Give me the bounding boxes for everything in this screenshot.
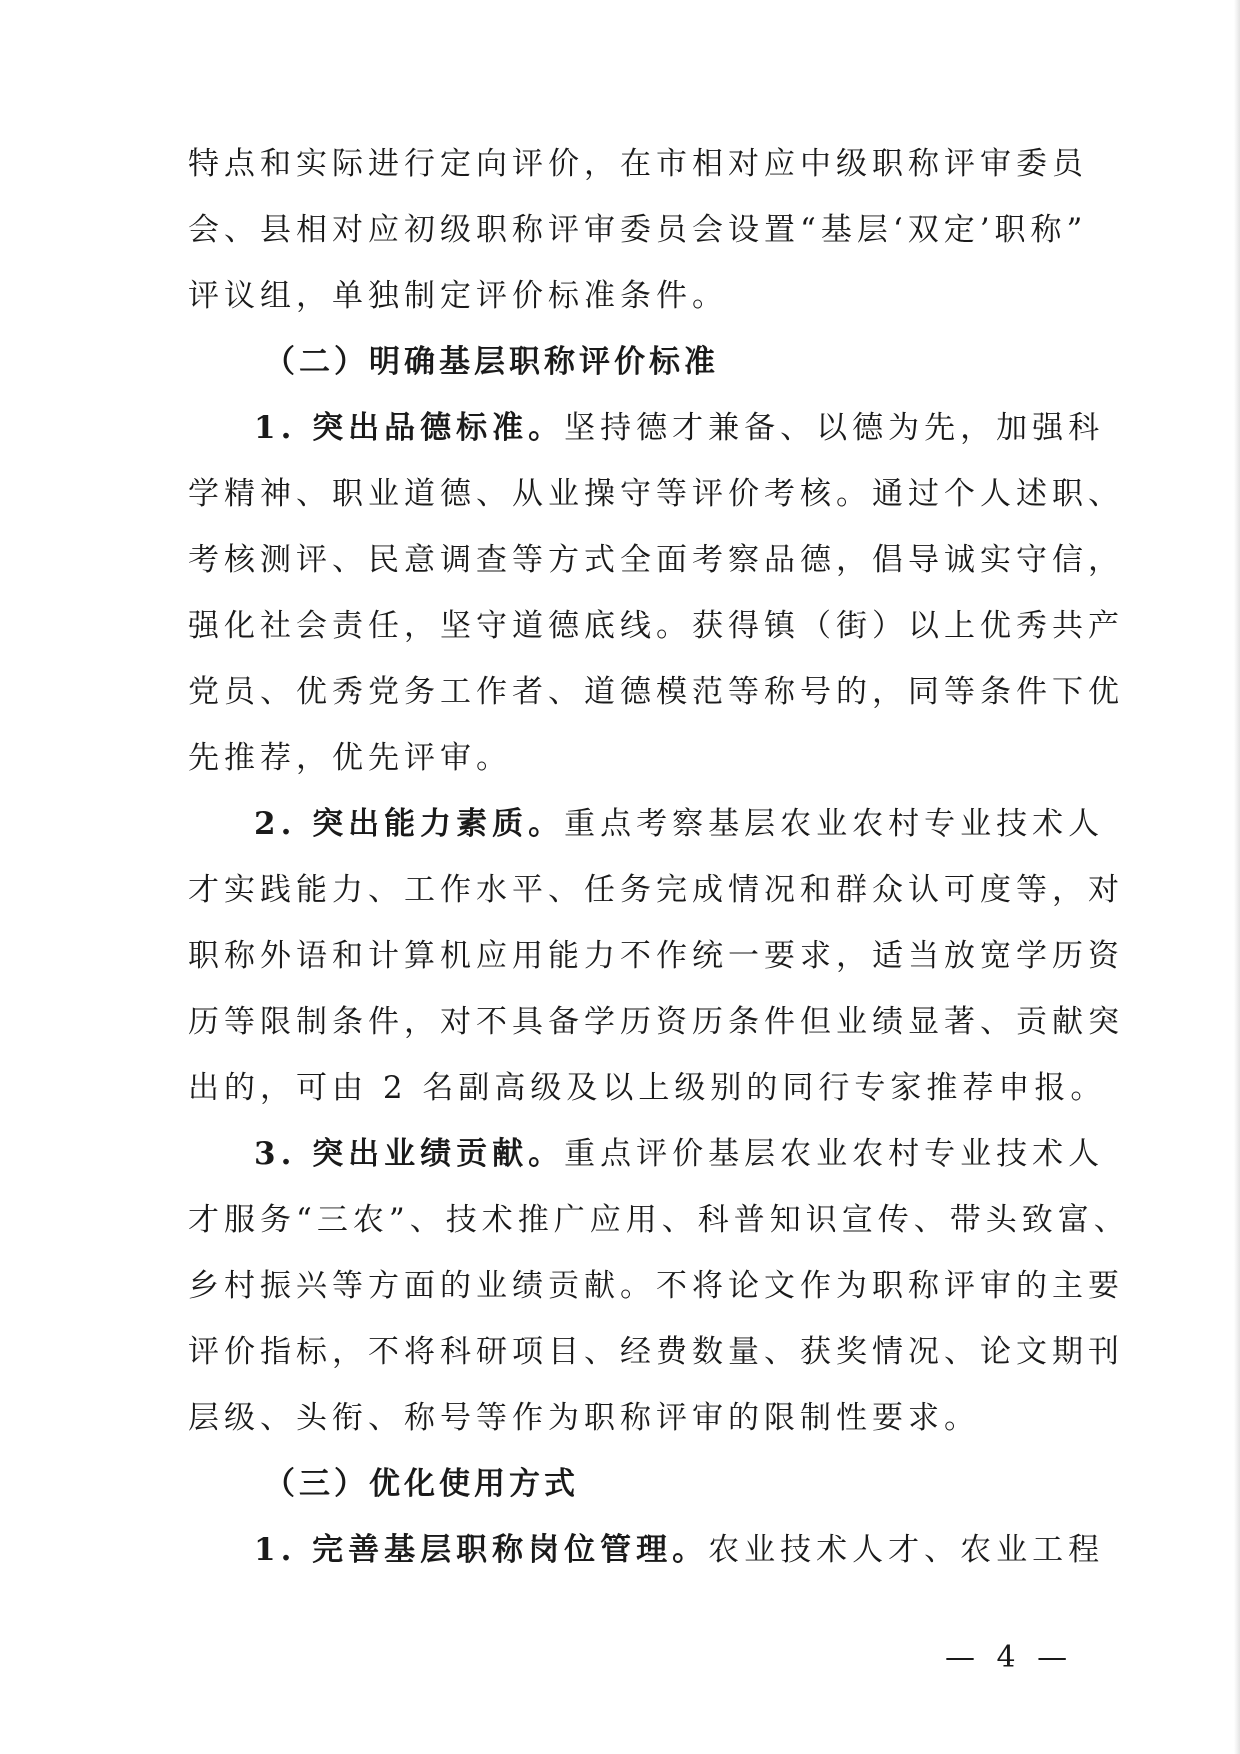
paragraph-line: 特点和实际进行定向评价，在市相对应中级职称评审委员: [188, 146, 1088, 182]
paragraph-line: 考核测评、民意调查等方式全面考察品德，倡导诚实守信，: [188, 542, 1124, 578]
list-item-heading: [188, 791, 1105, 857]
page-number: — 4 —: [945, 1640, 1074, 1675]
paragraph-line: 强化社会责任，坚守道德底线。获得镇（街）以上优秀共产: [188, 608, 1124, 644]
paragraph-line: 会、县相对应初级职称评审委员会设置“基层‘双定’职称”: [188, 212, 1088, 248]
item-label: 3. 突出业绩贡献。: [254, 1136, 565, 1172]
paragraph-line: 乡村振兴等方面的业绩贡献。不将论文作为职称评审的主要: [188, 1268, 1124, 1304]
item-text: 农业技术人才、农业工程: [708, 1532, 1105, 1568]
paragraph-line: 学精神、职业道德、从业操守等评价考核。通过个人述职、: [188, 476, 1124, 512]
paragraph-line: 职称外语和计算机应用能力不作统一要求，适当放宽学历资: [188, 938, 1124, 974]
scan-edge-shadow: [1234, 0, 1240, 1754]
document-body: [188, 131, 1130, 1583]
list-item-heading: [188, 1517, 1105, 1583]
paragraph-line: 出的，可由 2 名副高级及以上级别的同行专家推荐申报。: [188, 1070, 1107, 1106]
paragraph-line: 层级、头衔、称号等作为职称评审的限制性要求。: [188, 1400, 980, 1436]
paragraph-line: 先推荐，优先评审。: [188, 740, 512, 776]
paragraph-line: 评价指标，不将科研项目、经费数量、获奖情况、论文期刊: [188, 1334, 1124, 1370]
item-text: 坚持德才兼备、以德为先，加强科: [564, 410, 1105, 446]
item-label: 2. 突出能力素质。: [254, 806, 565, 842]
item-text: 重点考察基层农业农村专业技术人: [564, 806, 1105, 842]
paragraph-line: 历等限制条件，对不具备学历资历条件但业绩显著、贡献突: [188, 1004, 1124, 1040]
paragraph-line: 才服务“三农”、技术推广应用、科普知识宣传、带头致富、: [188, 1202, 1130, 1238]
section-heading-3: （三）优化使用方式: [264, 1466, 579, 1502]
list-item-heading: [188, 395, 1105, 461]
item-text: 重点评价基层农业农村专业技术人: [564, 1136, 1105, 1172]
paragraph-line: 评议组，单独制定评价标准条件。: [188, 278, 728, 314]
section-heading-2: （二）明确基层职称评价标准: [264, 344, 719, 380]
item-label: 1. 突出品德标准。: [254, 410, 565, 446]
paragraph-line: 才实践能力、工作水平、任务完成情况和群众认可度等，对: [188, 872, 1124, 908]
list-item-heading: [188, 1121, 1105, 1187]
item-label: 1. 完善基层职称岗位管理。: [254, 1532, 709, 1568]
paragraph-line: 党员、优秀党务工作者、道德模范等称号的，同等条件下优: [188, 674, 1124, 710]
